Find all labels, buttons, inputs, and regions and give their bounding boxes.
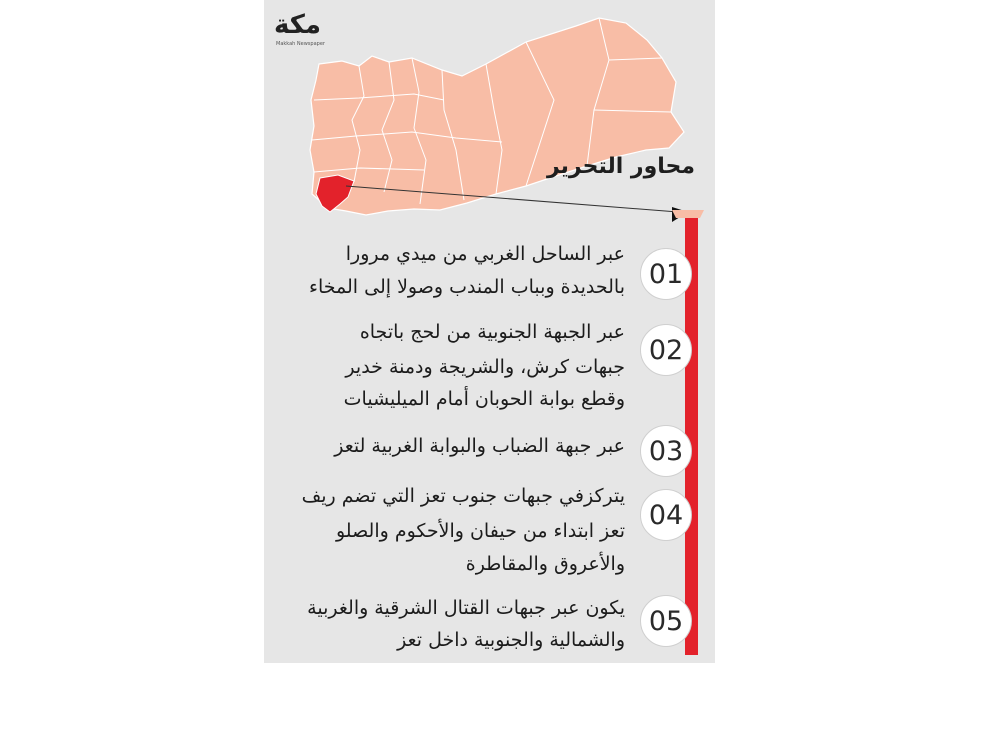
brand-logo-tagline: Makkah Newspaper [276, 41, 325, 47]
item-number-badge: 05 [640, 595, 692, 647]
red-bar-cap [672, 210, 704, 218]
infographic-title: محاور التحرير [546, 154, 695, 179]
brand-logo-word: مكة [274, 10, 321, 40]
item-number-badge: 03 [640, 425, 692, 477]
item-number-badge: 02 [640, 324, 692, 376]
item-text-line: يكون عبر جبهات القتال الشرقية والغربية [307, 597, 625, 619]
item-text-line: عبر الجبهة الجنوبية من لحج باتجاه [359, 321, 625, 343]
item-text-line: عبر جبهة الضباب والبوابة الغربية لتعز [334, 435, 625, 457]
item-number-badge: 01 [640, 248, 692, 300]
item-text-line: عبر الساحل الغربي من ميدي مرورا [345, 243, 625, 265]
infographic-panel [264, 0, 715, 663]
item-text-line: يتركزفي جبهات جنوب تعز التي تضم ريف [301, 485, 625, 507]
item-text-line: والأعروق والمقاطرة [465, 553, 625, 575]
item-text-line: جبهات كرش، والشريجة ودمنة خدير [345, 356, 625, 378]
item-text-line: بالحديدة وبباب المندب وصولا إلى المخاء [309, 276, 625, 298]
item-text-line: والشمالية والجنوبية داخل تعز [397, 629, 625, 651]
item-number-badge: 04 [640, 489, 692, 541]
item-text-line: وقطع بوابة الحوبان أمام الميليشيات [343, 388, 625, 410]
item-text-line: تعز ابتداء من حيفان والأحكوم والصلو [335, 520, 625, 542]
